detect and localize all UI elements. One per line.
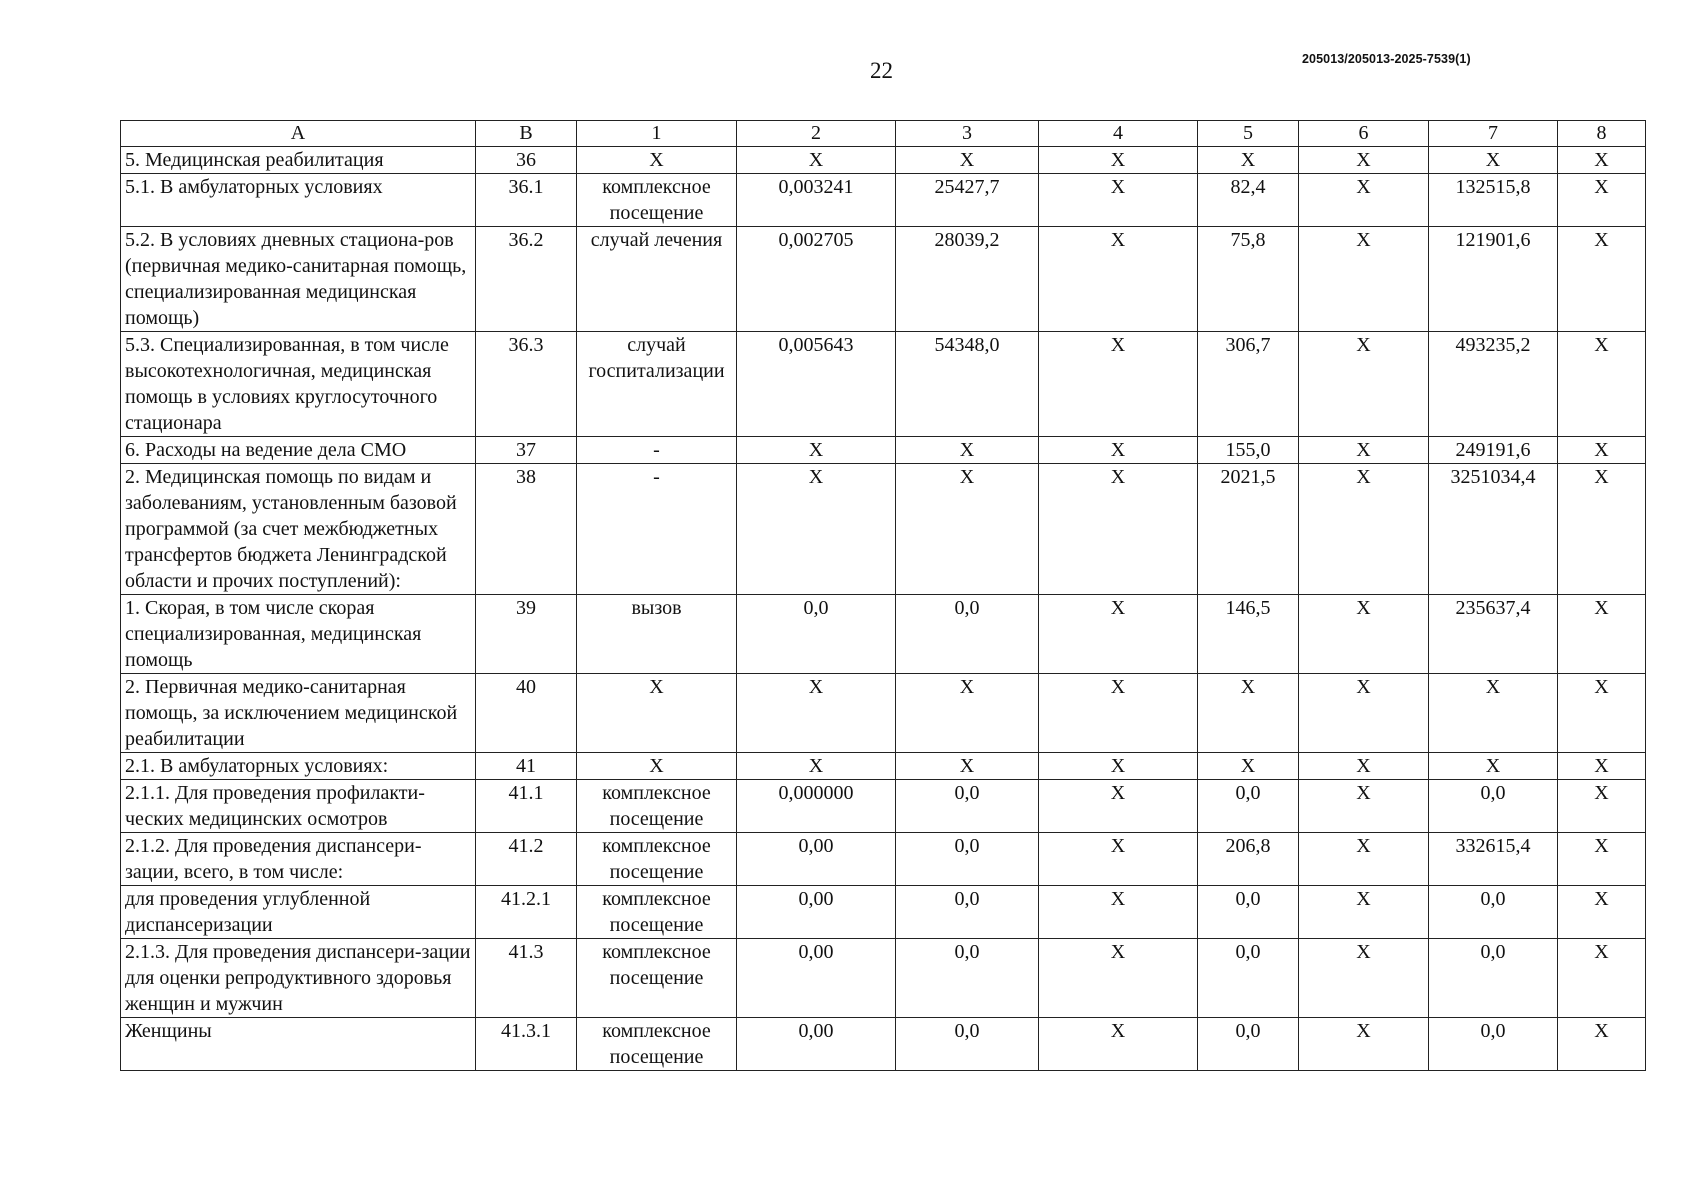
value-cell: Х — [1299, 174, 1429, 227]
unit-cell: - — [577, 437, 737, 464]
row-code: 41.2 — [476, 833, 577, 886]
value-cell: 0,0 — [1198, 886, 1299, 939]
column-header: B — [476, 121, 577, 147]
value-cell: Х — [1429, 147, 1558, 174]
page-number: 22 — [870, 58, 893, 83]
unit-cell: Х — [577, 674, 737, 753]
value-cell: Х — [1299, 886, 1429, 939]
value-cell: Х — [737, 147, 896, 174]
table-header-row — [121, 121, 1646, 147]
value-cell: 0,0 — [737, 595, 896, 674]
row-code: 41 — [476, 753, 577, 780]
table-row — [121, 464, 1646, 595]
value-cell: Х — [1039, 332, 1198, 437]
value-cell: Х — [737, 437, 896, 464]
row-code: 36.2 — [476, 227, 577, 332]
value-cell: 0,00 — [737, 886, 896, 939]
value-cell: Х — [896, 147, 1039, 174]
table-row — [121, 939, 1646, 1018]
value-cell: Х — [896, 753, 1039, 780]
value-cell: Х — [1039, 437, 1198, 464]
table-row — [121, 753, 1646, 780]
value-cell: Х — [1429, 753, 1558, 780]
value-cell: 0,0 — [896, 780, 1039, 833]
value-cell: 82,4 — [1198, 174, 1299, 227]
value-cell: Х — [1558, 674, 1646, 753]
value-cell: 332615,4 — [1429, 833, 1558, 886]
value-cell: 0,00 — [737, 939, 896, 1018]
value-cell: Х — [1039, 147, 1198, 174]
data-table — [120, 120, 1646, 1071]
table-row — [121, 780, 1646, 833]
row-code: 36 — [476, 147, 577, 174]
value-cell: Х — [1558, 464, 1646, 595]
unit-cell: вызов — [577, 595, 737, 674]
column-header: 3 — [896, 121, 1039, 147]
unit-cell: случай лечения — [577, 227, 737, 332]
table-row — [121, 227, 1646, 332]
row-code: 37 — [476, 437, 577, 464]
unit-cell: комплексное посещение — [577, 939, 737, 1018]
value-cell: Х — [1299, 147, 1429, 174]
unit-cell: Х — [577, 147, 737, 174]
value-cell: 0,003241 — [737, 174, 896, 227]
value-cell: 0,0 — [1198, 939, 1299, 1018]
value-cell: 25427,7 — [896, 174, 1039, 227]
row-code: 41.3 — [476, 939, 577, 1018]
value-cell: Х — [1299, 595, 1429, 674]
row-code: 36.3 — [476, 332, 577, 437]
unit-cell: комплексное посещение — [577, 833, 737, 886]
value-cell: Х — [1198, 674, 1299, 753]
row-label: 2. Медицинская помощь по видам и заболеваниям, установленным базовой программой (за счет межбюджетных трансфертов бюджета Ленинградской области и прочих поступлений): — [121, 464, 476, 595]
unit-cell: комплексное посещение — [577, 174, 737, 227]
value-cell: 3251034,4 — [1429, 464, 1558, 595]
value-cell: Х — [1558, 227, 1646, 332]
row-label: 5.1. В амбулаторных условиях — [121, 174, 476, 227]
unit-cell: комплексное посещение — [577, 780, 737, 833]
value-cell: 28039,2 — [896, 227, 1039, 332]
value-cell: 235637,4 — [1429, 595, 1558, 674]
row-code: 41.3.1 — [476, 1018, 577, 1071]
value-cell: 0,0 — [896, 595, 1039, 674]
value-cell: Х — [1299, 780, 1429, 833]
row-code: 38 — [476, 464, 577, 595]
value-cell: 0,0 — [896, 833, 1039, 886]
value-cell: 0,0 — [896, 886, 1039, 939]
column-header: 6 — [1299, 121, 1429, 147]
value-cell: Х — [1198, 753, 1299, 780]
table-row — [121, 1018, 1646, 1071]
value-cell: Х — [1299, 1018, 1429, 1071]
value-cell: Х — [1039, 753, 1198, 780]
value-cell: 0,0 — [896, 1018, 1039, 1071]
value-cell: Х — [1558, 147, 1646, 174]
value-cell: Х — [1558, 595, 1646, 674]
value-cell: Х — [1558, 753, 1646, 780]
value-cell: Х — [1299, 227, 1429, 332]
value-cell: Х — [1299, 939, 1429, 1018]
value-cell: Х — [896, 437, 1039, 464]
value-cell: 0,00 — [737, 833, 896, 886]
row-label: 1. Скорая, в том числе скорая специализированная, медицинская помощь — [121, 595, 476, 674]
column-header: A — [121, 121, 476, 147]
value-cell: Х — [1558, 332, 1646, 437]
row-label: 2.1. В амбулаторных условиях: — [121, 753, 476, 780]
value-cell: Х — [896, 674, 1039, 753]
table-row — [121, 886, 1646, 939]
table-row — [121, 332, 1646, 437]
value-cell: Х — [1039, 595, 1198, 674]
table-row — [121, 674, 1646, 753]
value-cell: 75,8 — [1198, 227, 1299, 332]
column-header: 7 — [1429, 121, 1558, 147]
value-cell: Х — [1558, 1018, 1646, 1071]
value-cell: Х — [1299, 332, 1429, 437]
value-cell: Х — [1039, 1018, 1198, 1071]
table-row — [121, 174, 1646, 227]
value-cell: Х — [1299, 437, 1429, 464]
row-label: 2.1.3. Для проведения диспансери-зации для оценки репродуктивного здоровья женщин и мужчин — [121, 939, 476, 1018]
value-cell: 155,0 — [1198, 437, 1299, 464]
value-cell: 0,00 — [737, 1018, 896, 1071]
value-cell: Х — [1299, 753, 1429, 780]
value-cell: 0,000000 — [737, 780, 896, 833]
document-id: 205013/205013-2025-7539(1) — [1302, 52, 1471, 66]
value-cell: 306,7 — [1198, 332, 1299, 437]
value-cell: Х — [737, 464, 896, 595]
value-cell: Х — [1039, 464, 1198, 595]
value-cell: Х — [1039, 174, 1198, 227]
row-code: 39 — [476, 595, 577, 674]
value-cell: 0,0 — [1429, 780, 1558, 833]
value-cell: 132515,8 — [1429, 174, 1558, 227]
column-header: 2 — [737, 121, 896, 147]
value-cell: 121901,6 — [1429, 227, 1558, 332]
value-cell: 0,0 — [1429, 1018, 1558, 1071]
row-label: 5. Медицинская реабилитация — [121, 147, 476, 174]
value-cell: Х — [1558, 833, 1646, 886]
row-label: 6. Расходы на ведение дела СМО — [121, 437, 476, 464]
value-cell: Х — [1039, 227, 1198, 332]
value-cell: Х — [896, 464, 1039, 595]
unit-cell: комплексное посещение — [577, 1018, 737, 1071]
table-row — [121, 147, 1646, 174]
row-label: 5.3. Специализированная, в том числе высокотехнологичная, медицинская помощь в условиях круглосуточного стационара — [121, 332, 476, 437]
value-cell: 0,0 — [1198, 780, 1299, 833]
value-cell: 0,0 — [1429, 939, 1558, 1018]
table-body — [121, 147, 1646, 1071]
value-cell: 493235,2 — [1429, 332, 1558, 437]
value-cell: Х — [1039, 939, 1198, 1018]
table-row — [121, 595, 1646, 674]
value-cell: Х — [1558, 939, 1646, 1018]
row-label: для проведения углубленной диспансеризации — [121, 886, 476, 939]
row-code: 41.1 — [476, 780, 577, 833]
value-cell: Х — [1429, 674, 1558, 753]
value-cell: Х — [737, 753, 896, 780]
value-cell: 0,0 — [896, 939, 1039, 1018]
value-cell: Х — [1558, 437, 1646, 464]
value-cell: 146,5 — [1198, 595, 1299, 674]
value-cell: 0,0 — [1198, 1018, 1299, 1071]
value-cell: Х — [1039, 833, 1198, 886]
value-cell: 249191,6 — [1429, 437, 1558, 464]
table-row — [121, 437, 1646, 464]
unit-cell: - — [577, 464, 737, 595]
row-label: 2.1.2. Для проведения диспансери-зации, всего, в том числе: — [121, 833, 476, 886]
value-cell: Х — [737, 674, 896, 753]
value-cell: Х — [1558, 886, 1646, 939]
value-cell: 54348,0 — [896, 332, 1039, 437]
value-cell: Х — [1039, 674, 1198, 753]
value-cell: Х — [1198, 147, 1299, 174]
column-header: 4 — [1039, 121, 1198, 147]
value-cell: 0,002705 — [737, 227, 896, 332]
row-code: 40 — [476, 674, 577, 753]
value-cell: 0,005643 — [737, 332, 896, 437]
unit-cell: комплексное посещение — [577, 886, 737, 939]
value-cell: Х — [1299, 833, 1429, 886]
unit-cell: случай госпитализации — [577, 332, 737, 437]
table-row — [121, 833, 1646, 886]
unit-cell: Х — [577, 753, 737, 780]
row-label: 2. Первичная медико-санитарная помощь, за исключением медицинской реабилитации — [121, 674, 476, 753]
value-cell: 206,8 — [1198, 833, 1299, 886]
value-cell: 2021,5 — [1198, 464, 1299, 595]
value-cell: Х — [1558, 174, 1646, 227]
value-cell: Х — [1039, 780, 1198, 833]
row-label: 5.2. В условиях дневных стациона-ров (первичная медико-санитарная помощь, специализированная медицинская помощь) — [121, 227, 476, 332]
value-cell: 0,0 — [1429, 886, 1558, 939]
value-cell: Х — [1558, 780, 1646, 833]
value-cell: Х — [1299, 464, 1429, 595]
column-header: 8 — [1558, 121, 1646, 147]
column-header: 1 — [577, 121, 737, 147]
value-cell: Х — [1299, 674, 1429, 753]
row-label: Женщины — [121, 1018, 476, 1071]
column-header: 5 — [1198, 121, 1299, 147]
row-code: 41.2.1 — [476, 886, 577, 939]
row-label: 2.1.1. Для проведения профилакти-ческих медицинских осмотров — [121, 780, 476, 833]
row-code: 36.1 — [476, 174, 577, 227]
value-cell: Х — [1039, 886, 1198, 939]
